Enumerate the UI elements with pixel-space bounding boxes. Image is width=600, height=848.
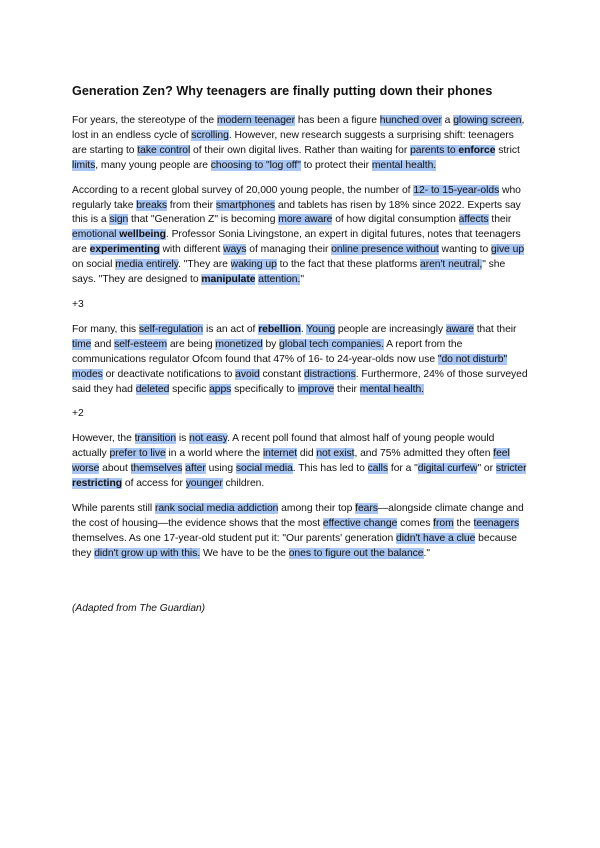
text-run: . Professor Sonia Livingstone, an expert in digital futures, notes that teenagers are bbox=[72, 229, 521, 256]
highlighted-text: media entirely bbox=[115, 259, 179, 271]
text-run: by bbox=[262, 338, 280, 350]
text-run: While parents still bbox=[72, 502, 155, 514]
highlighted-text: effective change bbox=[322, 517, 398, 529]
source-credit: (Adapted from The Guardian) bbox=[72, 602, 206, 614]
highlighted-text: feel worse bbox=[72, 448, 510, 475]
highlighted-text: monetized bbox=[215, 338, 263, 350]
highlighted-text: time bbox=[72, 338, 92, 350]
text-run: to the fact that these platforms bbox=[276, 259, 420, 271]
highlighted-text: fears bbox=[355, 502, 378, 514]
text-run: , lost in an endless cycle of bbox=[72, 115, 525, 141]
highlighted-text: after bbox=[185, 463, 206, 475]
text-run: or deactivate notifications to bbox=[102, 368, 236, 380]
text-run: a bbox=[441, 115, 454, 126]
highlighted-text: sign bbox=[109, 214, 129, 226]
text-run: . "They are bbox=[178, 259, 231, 271]
text-run: themselves. As one 17-year-old student put it: "Our parents' generation bbox=[72, 532, 397, 544]
text-run: to protect their bbox=[300, 159, 372, 171]
highlighted-text: distractions bbox=[304, 368, 356, 380]
text-run: specific bbox=[169, 383, 210, 395]
text-run: is bbox=[176, 433, 190, 445]
highlighted-text: affects bbox=[458, 214, 489, 226]
text-run: . This has led to bbox=[292, 463, 368, 475]
paragraph-1 bbox=[72, 114, 528, 174]
highlighted-text: "do not disturb" modes bbox=[72, 353, 508, 380]
highlighted-text: transition bbox=[134, 433, 177, 445]
text-run: specifically to bbox=[231, 383, 298, 395]
highlighted-text: self-regulation bbox=[138, 323, 204, 335]
highlighted-text: calls bbox=[367, 463, 389, 475]
highlighted-text: limits bbox=[72, 159, 96, 171]
highlighted-text: parents to bbox=[410, 144, 459, 156]
highlighted-text: from bbox=[433, 517, 454, 529]
text-run: because they bbox=[72, 532, 517, 559]
text-run: who regularly take bbox=[72, 184, 521, 211]
text-run: , and 75% admitted they often bbox=[354, 448, 494, 460]
text-run: " bbox=[300, 274, 304, 286]
text-run: For many, this bbox=[72, 323, 139, 335]
highlighted-bold-text: experimenting bbox=[89, 244, 160, 256]
highlighted-text: ones to figure out the balance bbox=[288, 547, 424, 559]
text-run: and tablets has risen by 18% since 2022. Experts say this is a bbox=[72, 199, 521, 226]
highlighted-text: stricter bbox=[495, 463, 527, 475]
highlighted-text: breaks bbox=[136, 199, 167, 211]
highlighted-text: improve bbox=[297, 383, 335, 395]
highlighted-text: global tech companies. bbox=[279, 338, 384, 350]
text-run: ." bbox=[423, 547, 430, 559]
text-run: has been a figure bbox=[295, 115, 380, 126]
highlighted-text: younger bbox=[185, 478, 223, 490]
article-title: Generation Zen? Why teenagers are finally putting down their phones bbox=[72, 84, 493, 98]
text-run: —alongside climate change and the cost of housing—the evidence shows that the most bbox=[72, 502, 524, 529]
highlighted-text: modern teenager bbox=[216, 115, 295, 126]
text-run: . Furthermore, 24% of those surveyed said they had bbox=[72, 368, 528, 395]
text-run: wanting to bbox=[438, 244, 492, 256]
highlighted-text: aren't neutral, bbox=[420, 259, 483, 271]
text-run: A report from the communications regulator Ofcom found that 47% of 16- to 24-year-olds now use bbox=[72, 338, 463, 365]
text-run: " or bbox=[477, 463, 496, 475]
highlighted-text: social media bbox=[235, 463, 293, 475]
text-run: strict bbox=[495, 144, 520, 156]
text-run: , many young people are bbox=[95, 159, 211, 171]
text-run: people are increasingly bbox=[335, 323, 446, 335]
highlighted-bold-text: wellbeing bbox=[119, 229, 166, 241]
text-run: for a " bbox=[388, 463, 418, 475]
text-run: that "Generation Z" is becoming bbox=[128, 214, 279, 226]
text-run: For years, the stereotype of the bbox=[72, 115, 217, 126]
highlighted-text: not exist bbox=[316, 448, 355, 460]
highlighted-text: give up bbox=[491, 244, 525, 256]
text-run: are being bbox=[167, 338, 216, 350]
text-run: However, the bbox=[72, 433, 135, 445]
text-run: of how digital consumption bbox=[332, 214, 459, 226]
highlighted-text: more aware bbox=[278, 214, 333, 226]
highlighted-text: not easy bbox=[189, 433, 228, 445]
highlighted-text: take control bbox=[137, 144, 191, 156]
text-run: did bbox=[297, 448, 317, 460]
highlighted-text: avoid bbox=[235, 368, 260, 380]
highlighted-text: didn't have a clue bbox=[396, 532, 476, 544]
highlighted-text: mental health. bbox=[359, 383, 424, 395]
text-run: using bbox=[205, 463, 236, 475]
highlighted-text: internet bbox=[262, 448, 298, 460]
highlighted-bold-text: rebellion bbox=[258, 323, 301, 335]
highlighted-text: choosing to "log off" bbox=[210, 159, 301, 171]
text-run: children. bbox=[222, 478, 265, 490]
highlighted-text: 12- to 15-year-olds bbox=[413, 184, 500, 196]
highlighted-text: rank social media addiction bbox=[154, 502, 279, 514]
text-run: We have to be the bbox=[200, 547, 289, 559]
text-run: of access for bbox=[122, 478, 186, 490]
text-run: in a world where the bbox=[165, 448, 263, 460]
highlighted-text: emotional bbox=[72, 229, 120, 241]
highlighted-text: ways bbox=[223, 244, 247, 256]
text-run: According to a recent global survey of 20,000 young people, the number of bbox=[72, 184, 414, 196]
highlighted-text: online presence without bbox=[331, 244, 439, 256]
text-run: their bbox=[334, 383, 360, 395]
highlighted-text: aware bbox=[445, 323, 474, 335]
paragraph-5 bbox=[72, 502, 528, 562]
highlighted-text: Young bbox=[306, 323, 336, 335]
score-marker-1: +3 bbox=[72, 298, 84, 310]
highlighted-text: mental health. bbox=[371, 159, 437, 171]
highlighted-text: prefer to live bbox=[109, 448, 166, 460]
text-run: with different bbox=[159, 244, 224, 256]
highlighted-bold-text: enforce bbox=[458, 144, 496, 156]
text-run: the bbox=[453, 517, 474, 529]
text-run: on social bbox=[72, 259, 116, 271]
highlighted-text: scrolling bbox=[191, 129, 229, 141]
text-run: comes bbox=[397, 517, 434, 529]
highlighted-text: didn't grow up with this. bbox=[94, 547, 201, 559]
text-run: . A recent poll found that almost half of young people would actually bbox=[72, 433, 495, 460]
highlighted-text: digital curfew bbox=[417, 463, 478, 475]
text-run: . bbox=[300, 323, 307, 335]
highlighted-bold-text: restricting bbox=[72, 478, 123, 490]
text-run: from their bbox=[166, 199, 216, 211]
highlighted-text: self-esteem bbox=[114, 338, 168, 350]
text-run: of managing their bbox=[246, 244, 332, 256]
text-run: among their top bbox=[278, 502, 356, 514]
text-run: " she says. "They are designed to bbox=[72, 259, 506, 286]
paragraph-3 bbox=[72, 323, 528, 398]
text-run: that their bbox=[473, 323, 517, 335]
highlighted-text: attention. bbox=[258, 274, 301, 286]
text-run: constant bbox=[259, 368, 305, 380]
highlighted-text: deleted bbox=[135, 383, 170, 395]
highlighted-text: smartphones bbox=[215, 199, 276, 211]
paragraph-2 bbox=[72, 184, 528, 288]
text-run: . However, new research suggests a surprising shift: teenagers are starting to bbox=[72, 129, 514, 156]
text-run: about bbox=[99, 463, 131, 475]
highlighted-text: apps bbox=[209, 383, 232, 395]
text-run: their bbox=[488, 214, 512, 226]
highlighted-text: glowing screen bbox=[453, 115, 522, 126]
highlighted-text: hunched over bbox=[379, 115, 442, 126]
highlighted-text: themselves bbox=[130, 463, 183, 475]
text-run: and bbox=[91, 338, 115, 350]
score-marker-2: +2 bbox=[72, 408, 84, 420]
highlighted-text: teenagers bbox=[473, 517, 520, 529]
text-run: of their own digital lives. Rather than waiting for bbox=[190, 144, 411, 156]
text-run: is an act of bbox=[203, 323, 259, 335]
paragraph-4 bbox=[72, 432, 528, 492]
highlighted-text: waking up bbox=[230, 259, 277, 271]
highlighted-bold-text: manipulate bbox=[201, 274, 256, 286]
